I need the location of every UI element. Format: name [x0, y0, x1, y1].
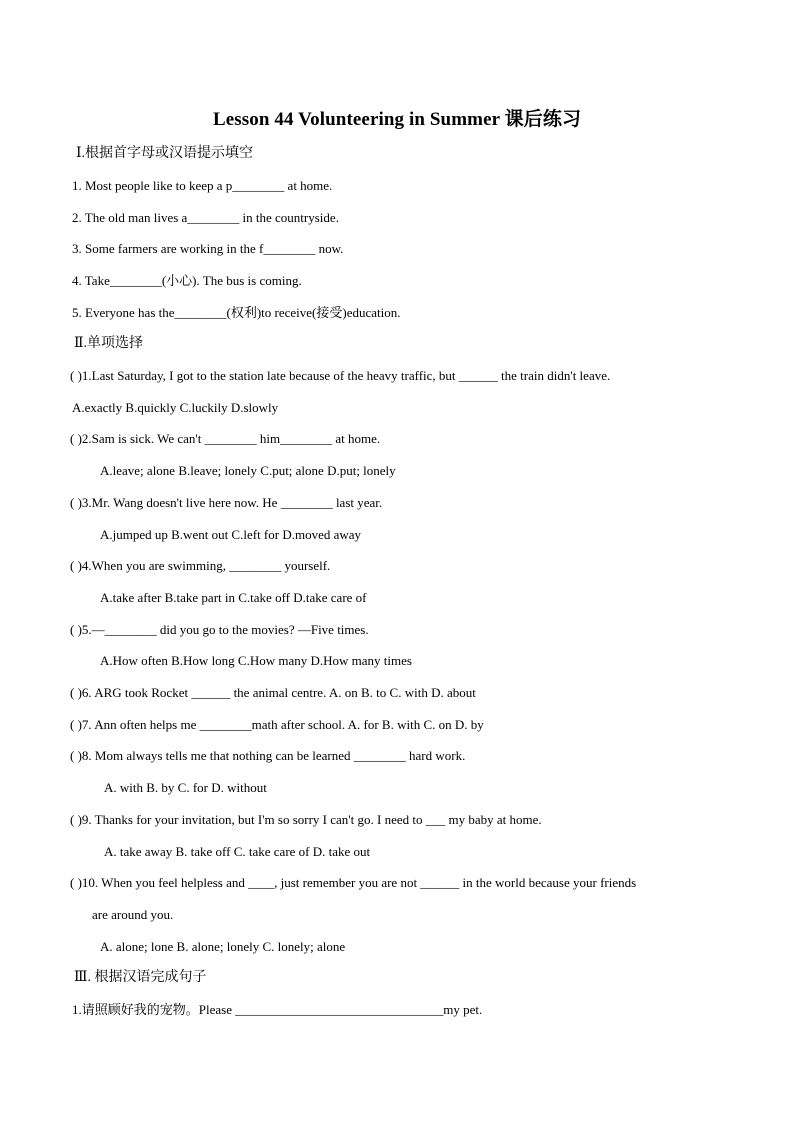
question-8: ( )8. Mom always tells me that nothing can be learned ________ hard work. [70, 748, 466, 763]
question-10: ( )10. When you feel helpless and ____, just remember you are not ______ in the world because your friends [70, 875, 637, 890]
question-1-options: A.exactly B.quickly C.luckily D.slowly [72, 400, 279, 415]
fill-blank-item-4: 4. Take________(小心). The bus is coming. [72, 273, 302, 288]
question-10-options: A. alone; lone B. alone; lonely C. lonely; alone [100, 939, 346, 954]
question-3-options: A.jumped up B.went out C.left for D.moved away [100, 527, 362, 542]
page-title: Lesson 44 Volunteering in Summer 课后练习 [212, 109, 582, 130]
question-3: ( )3.Mr. Wang doesn't live here now. He ________ last year. [70, 495, 383, 510]
section-3-heading: Ⅲ. 根据汉语完成句子 [74, 970, 207, 985]
question-7: ( )7. Ann often helps me ________math after school. A. for B. with C. on D. by [70, 717, 484, 732]
question-10-continued: are around you. [92, 907, 174, 922]
question-6: ( )6. ARG took Rocket ______ the animal centre. A. on B. to C. with D. about [70, 685, 476, 700]
fill-blank-item-1: 1. Most people like to keep a p________ at home. [72, 178, 333, 193]
question-5: ( )5.—________ did you go to the movies? —Five times. [70, 622, 369, 637]
section-2-heading: Ⅱ.单项选择 [74, 336, 144, 351]
question-2: ( )2.Sam is sick. We can't ________ him________ at home. [70, 431, 381, 446]
question-9: ( )9. Thanks for your invitation, but I'm so sorry I can't go. I need to ___ my baby at home. [70, 812, 542, 827]
fill-blank-item-2: 2. The old man lives a________ in the countryside. [72, 210, 339, 225]
section-1-heading: Ⅰ.根据首字母或汉语提示填空 [76, 146, 254, 161]
translation-item-1: 1.请照顾好我的宠物。Please ________________________________my pet. [72, 1002, 483, 1017]
question-9-options: A. take away B. take off C. take care of D. take out [104, 844, 371, 859]
question-4-options: A.take after B.take part in C.take off D.take care of [100, 590, 367, 605]
fill-blank-item-3: 3. Some farmers are working in the f________ now. [72, 241, 344, 256]
question-8-options: A. with B. by C. for D. without [104, 780, 267, 795]
question-5-options: A.How often B.How long C.How many D.How many times [100, 653, 412, 668]
question-1: ( )1.Last Saturday, I got to the station late because of the heavy traffic, but ______ the train didn't leave. [70, 368, 611, 383]
fill-blank-item-5: 5. Everyone has the________(权利)to receive(接受)education. [72, 305, 401, 320]
question-4: ( )4.When you are swimming, ________ yourself. [70, 558, 331, 573]
question-2-options: A.leave; alone B.leave; lonely C.put; alone D.put; lonely [100, 463, 396, 478]
